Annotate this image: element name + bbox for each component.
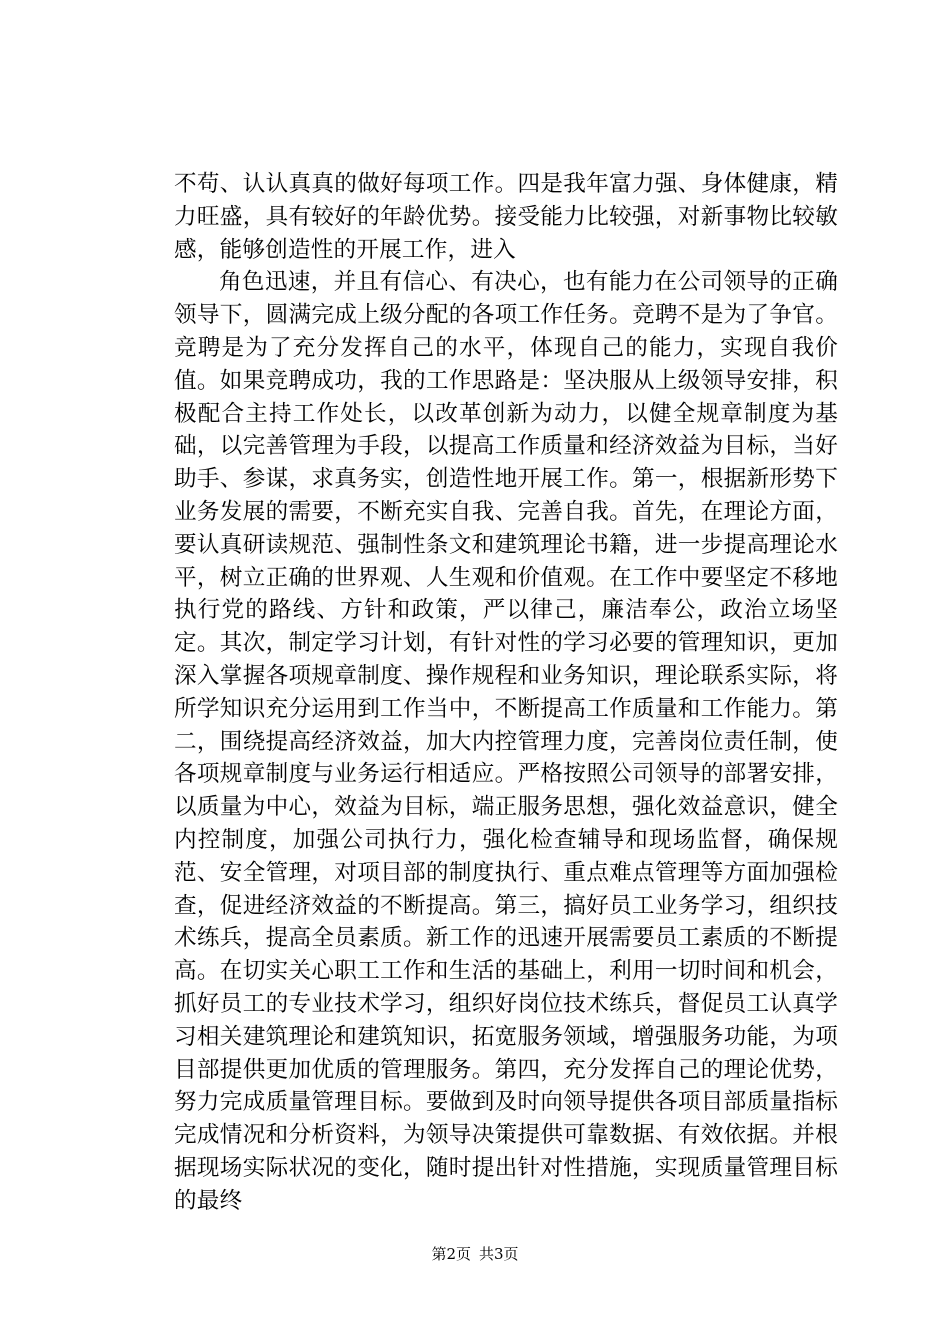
page-number: 第2页 — [431, 1245, 471, 1263]
body-text — [174, 168, 838, 1218]
page-footer — [0, 1244, 950, 1264]
page-total: 共3页 — [479, 1245, 519, 1263]
paragraph-2: 角色迅速，并且有信心、有决心，也有能力在公司领导的正确领导下，圆满完成上级分配的各项工作任务。竞聘不是为了争官。竞聘是为了充分发挥自己的水平，体现自己的能力，实现自我价值。如果竞聘成功，我的工作思路是：坚决服从上级领导安排，积极配合主持工作处长，以改革创新为动力，以健全规章制度为基础，以完善管理为手段，以提高工作质量和经济效益为目标，当好助手、参谋，求真务实，创造性地开展工作。第一，根据新形势下业务发展的需要，不断充实自我、完善自我。首先，在理论方面，要认真研读规范、强制性条文和建筑理论书籍，进一步提高理论水平，树立正确的世界观、人生观和价值观。在工作中要坚定不移地执行党的路线、方针和政策，严以律己，廉洁奉公，政治立场坚定。其次，制定学习计划，有针对性的学习必要的管理知识，更加深入掌握各项规章制度、操作规程和业务知识，理论联系实际，将所学知识充分运用到工作当中，不断提高工作质量和工作能力。第二，围绕提高经济效益，加大内控管理力度，完善岗位责任制，使各项规章制度与业务运行相适应。严格按照公司领导的部署安排，以质量为中心，效益为目标，端正服务思想，强化效益意识，健全内控制度，加强公司执行力，强化检查辅导和现场监督，确保规范、安全管理，对项目部的制度执行、重点难点管理等方面加强检查，促进经济效益的不断提高。第三，搞好员工业务学习，组织技术练兵，提高全员素质。新工作的迅速开展需要员工素质的不断提高。在切实关心职工工作和生活的基础上，利用一切时间和机会，抓好员工的专业技术学习，组织好岗位技术练兵，督促员工认真学习相关建筑理论和建筑知识，拓宽服务领域，增强服务功能，为项目部提供更加优质的管理服务。第四，充分发挥自己的理论优势，努力完成质量管理目标。要做到及时向领导提供各项目部质量指标完成情况和分析资料，为领导决策提供可靠数据、有效依据。并根据现场实际状况的变化，随时提出针对性措施，实现质量管理目标的最终 — [174, 269, 838, 1214]
paragraph-1: 不苟、认认真真的做好每项工作。四是我年富力强、身体健康，精力旺盛，具有较好的年龄优势。接受能力比较强，对新事物比较敏感，能够创造性的开展工作，进入 — [174, 171, 838, 263]
